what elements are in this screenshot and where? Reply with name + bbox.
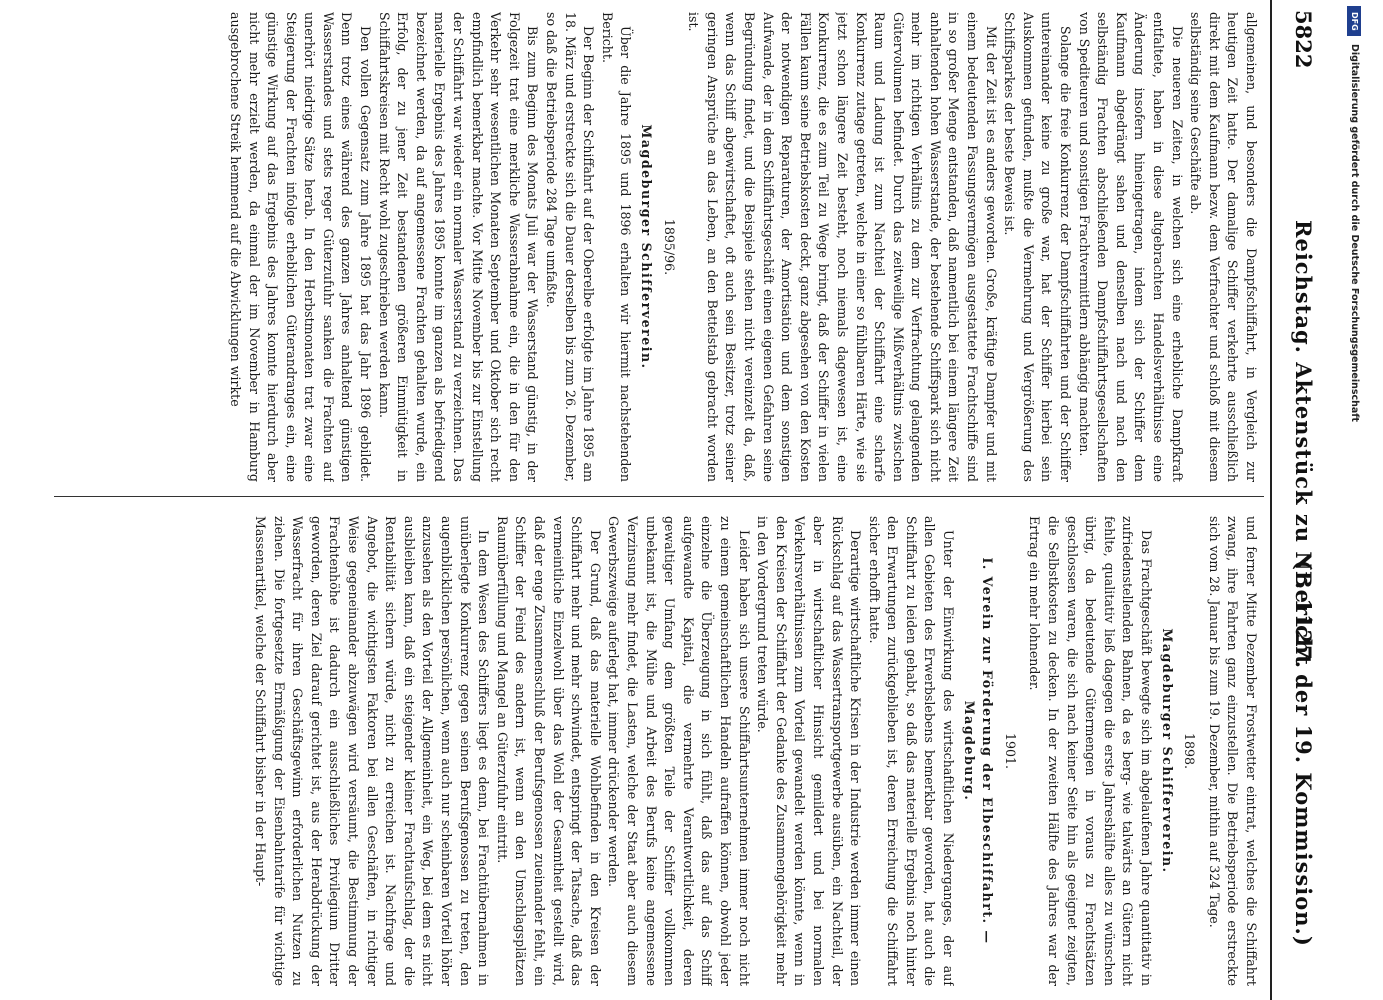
paragraph: allgemeinen, und besonders die Dampfschiffahrt, in Vergleich zur heutigen Zeit hatte. Der damalige Schiffer verkehrte ausschließlich direkt mit dem Kaufmann bezw. dem Verfrachter und schloß mit diesem selbständig seine Geschäfte ab. (1187, 12, 1259, 482)
header-rule (1270, 0, 1272, 1000)
paragraph: Der Beginn der Schiffahrt auf der Oberelbe erfolgte im Jahre 1895 am 18. März und erstreckte sich die Dauer derselben bis zum 26. Dezember, so daß die Betriebsperiode 284 Tage umfaßte. (543, 12, 596, 482)
paragraph: Mit der Zeit ist es anders geworden. Große, kräftige Dampfer und mit einem bedeutenden Fassungsvermögen ausgestattete Frachtschiffe sind in so großer Menge entstanden, daß namentlich bei einem längere Zeit anhaltenden hohen Wasserstande, der bestehende Schiffspark sich nicht mehr im richtigen Verhältnis zu dem zur Verfrachtung gelangenden Gütervolumen befindet. Durch das zeitweilige Mißverhältnis zwischen Raum und Ladung ist zum Nachteil der Schiffahrt eine scharfe Konkurrenz zutage getreten, welche in einer so fühlbaren Härte, wie sie jetzt schon längere Zeit besteht, noch niemals dagewesen ist, eine Konkurrenz, die es zum Teil zu Wege bringt, daß der Schiffer in vielen Fällen kaum seine Betriebskosten deckt, ganz abgesehen von den Kosten der notwendigen Reparaturen, der Amortisation und dem sonstigen Aufwande, der in dem Schiffahrtsgeschäft einen eigenen Gefahren seine Begründung findet, und die Beispiele stehen nicht vereinzelt da, daß, wenn das Schiff abgewirtschaftet, oft auch sein Besitzer, trotz seiner geringen Ansprüche an das Leben, an den Bettelstab gebracht worden ist. (685, 12, 999, 482)
paragraph: Den vollen Gegensatz zum Jahre 1895 hat das Jahr 1896 gebildet. Denn trotz eines während des ganzen Jahres anhaltend günstigen Wasserstandes und stets reger Güterzufuhr sanken die Frachten auf unerhört niedrige Sätze herab. In den Herbstmonaten trat zwar eine Steigerung der Frachten infolge erheblichen Güterandranges ein, eine günstige Wirkung auf das Ergebnis des Jahres konnte hierdurch aber nicht mehr erzielt werden, da einmal der im November in Hamburg ausgebrochene Streik hemmend auf die Abwicklungen wirkte (227, 12, 373, 482)
paragraph: Das Frachtgeschäft bewegte sich im abgelaufenen Jahre quantitativ in zufriedenstellenden Bahnen, da es berg- wie talwärts an Gütern nicht fehlte, qualitativ ließ dagegen die erste Jahreshälfte alles zu wünschen übrig, da bedeutende Gütermengen in voraus zu Frachtsätzen geschlossen waren, die sich nach keiner Seite hin als geeignet zeigten, die Selbstkosten zu decken. In der zweiten Hälfte des Jahres war der Ertrag ein mehr lohnender. (1026, 516, 1154, 986)
section-year: 1895/96. (661, 218, 677, 276)
paragraph: Solange die freie Konkurrenz der Dampfschiffahrten und der Schiffer untereinander keine zu große war, hat der Schiffer hierbei sein Auskommen gefunden, mußte die Vermehrung und Vergrößerung des Schiffsparkes der beste Beweis ist. (1001, 12, 1073, 482)
paragraph: Über die Jahre 1895 und 1896 erhalten wir hiermit nachstehenden Bericht. (599, 12, 633, 482)
column-divider (54, 496, 1264, 497)
right-column (60, 516, 1260, 986)
section-year: 1901. (1002, 732, 1018, 770)
section-heading: Magdeburger Schifferverein. (1159, 628, 1175, 874)
header-left-title: Reichstag. Aktenstück zu Nr. 1127. (1290, 220, 1316, 670)
paragraph: Der Grund, daß das materielle Wohlbefinden in den Kreisen der Schiffahrt mehr und mehr schwindet, entspringt der Tatsache, daß das vermeintliche Einzelwohl über das Wohl der Gesamtheit gestellt wird, daß der enge Zusammenschluß der Berufsgenossen zueinander fehlt, ein Schiffer der Feind des andern ist, wenn an den Umschlagsplätzen Raumüberfüllung und Mangel an Güterzufuhr eintritt. (494, 516, 603, 986)
paragraph: Bis zum Beginn des Monats Juli war der Wasserstand günstig, in der Folgezeit trat eine merkliche Wasserabnahme ein, die in den für den Verkehr sehr wesentlichen Monaten September und Oktober sich recht empfindlich bemerkbar machte. Vor Mitte November bis zur Einstellung der Schiffahrt war wieder ein normaler Wasserstand zu verzeichnen. Das materielle Ergebnis des Jahres 1895 konnte im ganzen als befriedigend bezeichnet werden, da auf angemessene Frachten gehalten wurde, ein Erfolg, der zu jener Zeit bestandenen größeren Einmütigkeit in Schiffahrtskreisen mit Recht wohl zugeschrieben werden kann. (376, 12, 540, 482)
paragraph: Unter der Einwirkung des wirtschaftlichen Niederganges, der auf allen Gebieten des Erwerbslebens bemerkbar geworden, hat auch die Schiffahrt zu leiden gehabt, so daß das materielle Ergebnis noch hinter den Erwartungen zurückgeblieben ist, deren Erreichung die Schiffahrt sicher erhofft hatte. (866, 516, 956, 986)
paragraph: In dem Wesen des Schiffers liegt es denn, bei Frachtübernahmen in unüberlegte Konkurrenz gegen seinen Berufsgenossen zu treten, den augenblicklichen persönlichen, wenn auch nur scheinbaren Vorteil höher anzusehen als den Vorteil der Allgemeinheit, ein Weg, bei dem es nicht ausbleiben kann, daß ein steigender kleiner Frachtaufschlag, der die Rentabilität sichern würde, nicht zu erreichen ist. Nachfrage und Angebot, die wichtigsten Faktoren bei allen Geschäften, in richtiger Weise gegeneinander abzuwägen wird versäumt, die Bestimmung der Frachtenhöhe ist dadurch ein ausschließliches Privilegium Dritter geworden, deren Ziel darauf gerichtet ist, aus der Herabdrückung der Wasserfracht für ihren Geschäftsgewinn erforderlichen Nutzen zu ziehen. Die fortgesetzte Ermäßigung der Eisenbahntarife für wichtige Massenartikel, welche der Schiffahrt bisher in der Haupt- (252, 516, 491, 986)
paragraph: und ferner Mitte Dezember Frostwetter eintrat, welches die Schiffahrt zwang, ihre Fahrten ganz einzustellen. Die Betriebsperiode erstreckte sich vom 28. Januar bis zum 19. Dezember, mithin auf 324 Tage. (1206, 516, 1259, 986)
left-column (60, 12, 1260, 482)
paragraph: Leider haben sich unsere Schiffahrtsunternehmen immer noch nicht zu einem gemeinschaftlichen Handeln aufraffen können, obwohl jeder einzelne die Überzeugung in sich fühlt, daß das auf das Schiff aufgewandte Kapital, die vermehrte Verantwortlichkeit, deren gewaltiger Umfang dem größten Teile der Schiffer vollkommen unbekannt ist, die Mühe und Arbeit des Berufs keine angemessene Verzinsung mehr findet, die Lasten, welche der Staat aber auch diesem Gewerbszweige auferlegt hat, immer drückender werden. (605, 516, 752, 986)
paragraph: Die neueren Zeiten, in welchen sich eine erhebliche Dampfkraft entfaltete, haben in diese altgebrachten Handelsverhältnisse eine Änderung insofern hineingetragen, indem sich der Schiffer dem Kaufmann abgedrängt sahen und denselben nach und nach den selbständig Frachten abschließenden Dampfschiffahrtsgesellschaften von Spediteuren und sonstigen Frachtvermittlern abhängig machten. (1076, 12, 1185, 482)
dfg-logo: DFG (1347, 6, 1361, 36)
paragraph: Derartige wirtschaftliche Krisen in der Industrie werden immer einen Rückschlag auf das Wassertransportgewerbe ausüben, ein Nachteil, der aber in wirtschaftlicher Hinsicht gemildert und bei normalen Verkehrsverhältnissen zum Vorteil gewandelt werden könnte, wenn in den Kreisen der Schiffahrt der Gedanke des Zusammengehörigkeit mehr in den Vordergrund treten würde. (754, 516, 863, 986)
document-page (42, 0, 1342, 1000)
page-number: 5822 (1290, 10, 1316, 69)
section-heading: I. Verein zur Förderung der Elbeschiffahrt. — Magdeburg. (961, 557, 995, 945)
section-heading: Magdeburger Schifferverein. (638, 124, 654, 370)
header-right-title: (Bericht der 19. Kommission.) (1290, 560, 1316, 947)
page-header (1280, 0, 1320, 1000)
digitization-credit: Digitalisierung gefördert durch die Deutsche Forschungsgemeinschaft (1349, 44, 1360, 422)
section-year: 1898. (1181, 732, 1197, 770)
